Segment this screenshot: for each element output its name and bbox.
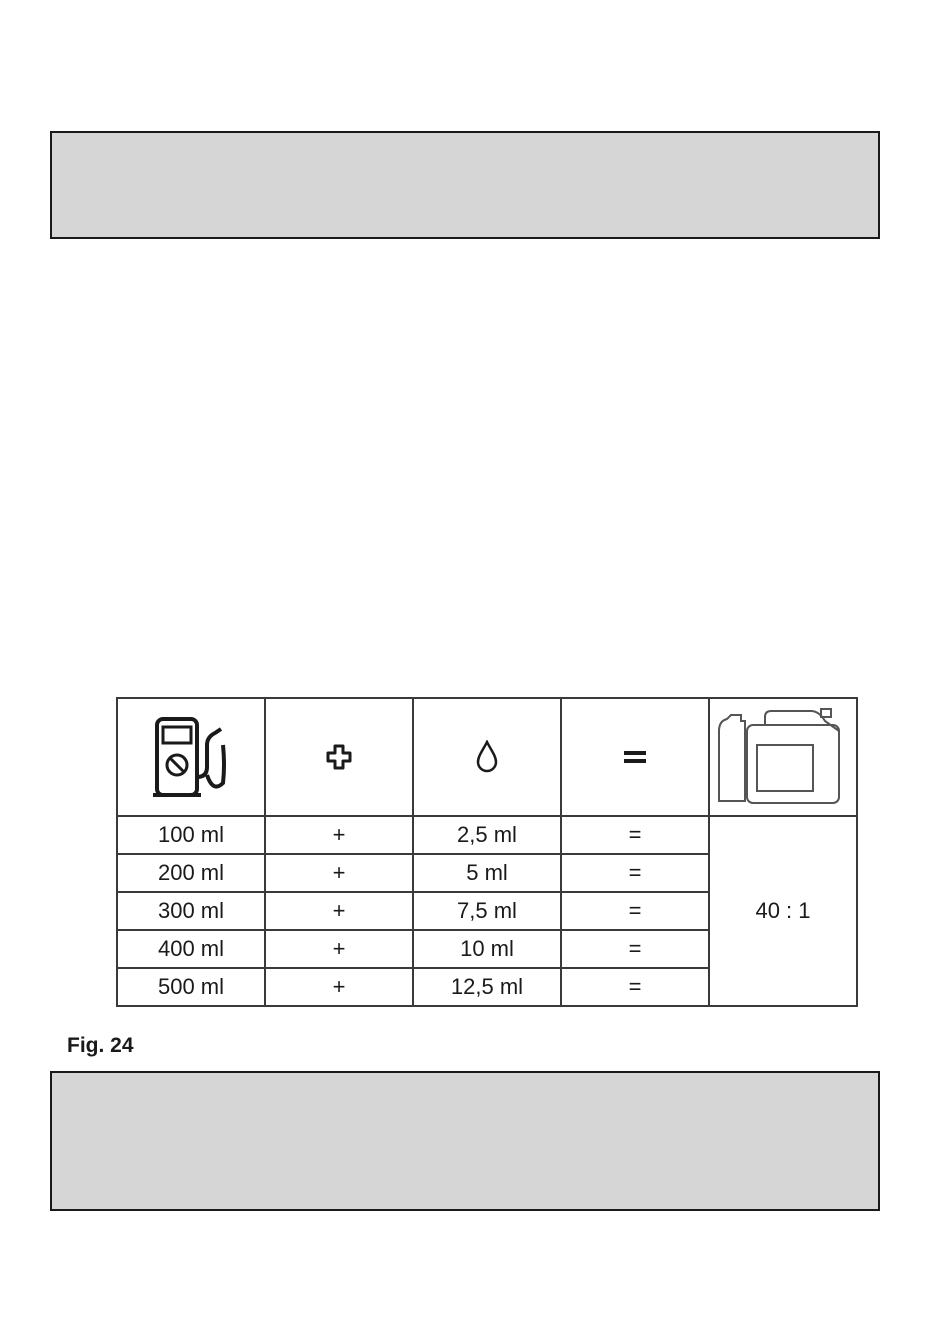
oil-amount: 5 ml bbox=[413, 854, 561, 892]
fuel-canister-icon bbox=[717, 707, 849, 807]
table-row bbox=[117, 816, 857, 854]
equals-sign: = bbox=[561, 854, 709, 892]
fuel-pump-icon bbox=[151, 715, 231, 799]
fuel-amount: 300 ml bbox=[117, 892, 265, 930]
oil-drop-icon bbox=[475, 740, 499, 774]
plus-sign: + bbox=[265, 816, 413, 854]
plus-sign: + bbox=[265, 930, 413, 968]
plus-sign: + bbox=[265, 892, 413, 930]
header-oil bbox=[413, 698, 561, 816]
header-equals bbox=[561, 698, 709, 816]
fuel-amount: 500 ml bbox=[117, 968, 265, 1006]
table-header-row bbox=[117, 698, 857, 816]
equals-sign: = bbox=[561, 816, 709, 854]
bottom-notice-box bbox=[50, 1071, 880, 1211]
figure-label: Fig. 24 bbox=[67, 1034, 134, 1057]
header-fuel bbox=[117, 698, 265, 816]
equals-sign: = bbox=[561, 892, 709, 930]
header-canister bbox=[709, 698, 857, 816]
oil-amount: 2,5 ml bbox=[413, 816, 561, 854]
plus-sign: + bbox=[265, 968, 413, 1006]
plus-icon bbox=[326, 744, 352, 770]
plus-sign: + bbox=[265, 854, 413, 892]
fuel-amount: 200 ml bbox=[117, 854, 265, 892]
oil-amount: 12,5 ml bbox=[413, 968, 561, 1006]
top-notice-box bbox=[50, 131, 880, 239]
equals-sign: = bbox=[561, 968, 709, 1006]
fuel-amount: 100 ml bbox=[117, 816, 265, 854]
equals-sign: = bbox=[561, 930, 709, 968]
equals-icon bbox=[624, 749, 646, 765]
fuel-mix-table bbox=[116, 697, 858, 1007]
header-plus bbox=[265, 698, 413, 816]
oil-amount: 10 ml bbox=[413, 930, 561, 968]
fuel-amount: 400 ml bbox=[117, 930, 265, 968]
mix-ratio: 40 : 1 bbox=[709, 816, 857, 1006]
oil-amount: 7,5 ml bbox=[413, 892, 561, 930]
